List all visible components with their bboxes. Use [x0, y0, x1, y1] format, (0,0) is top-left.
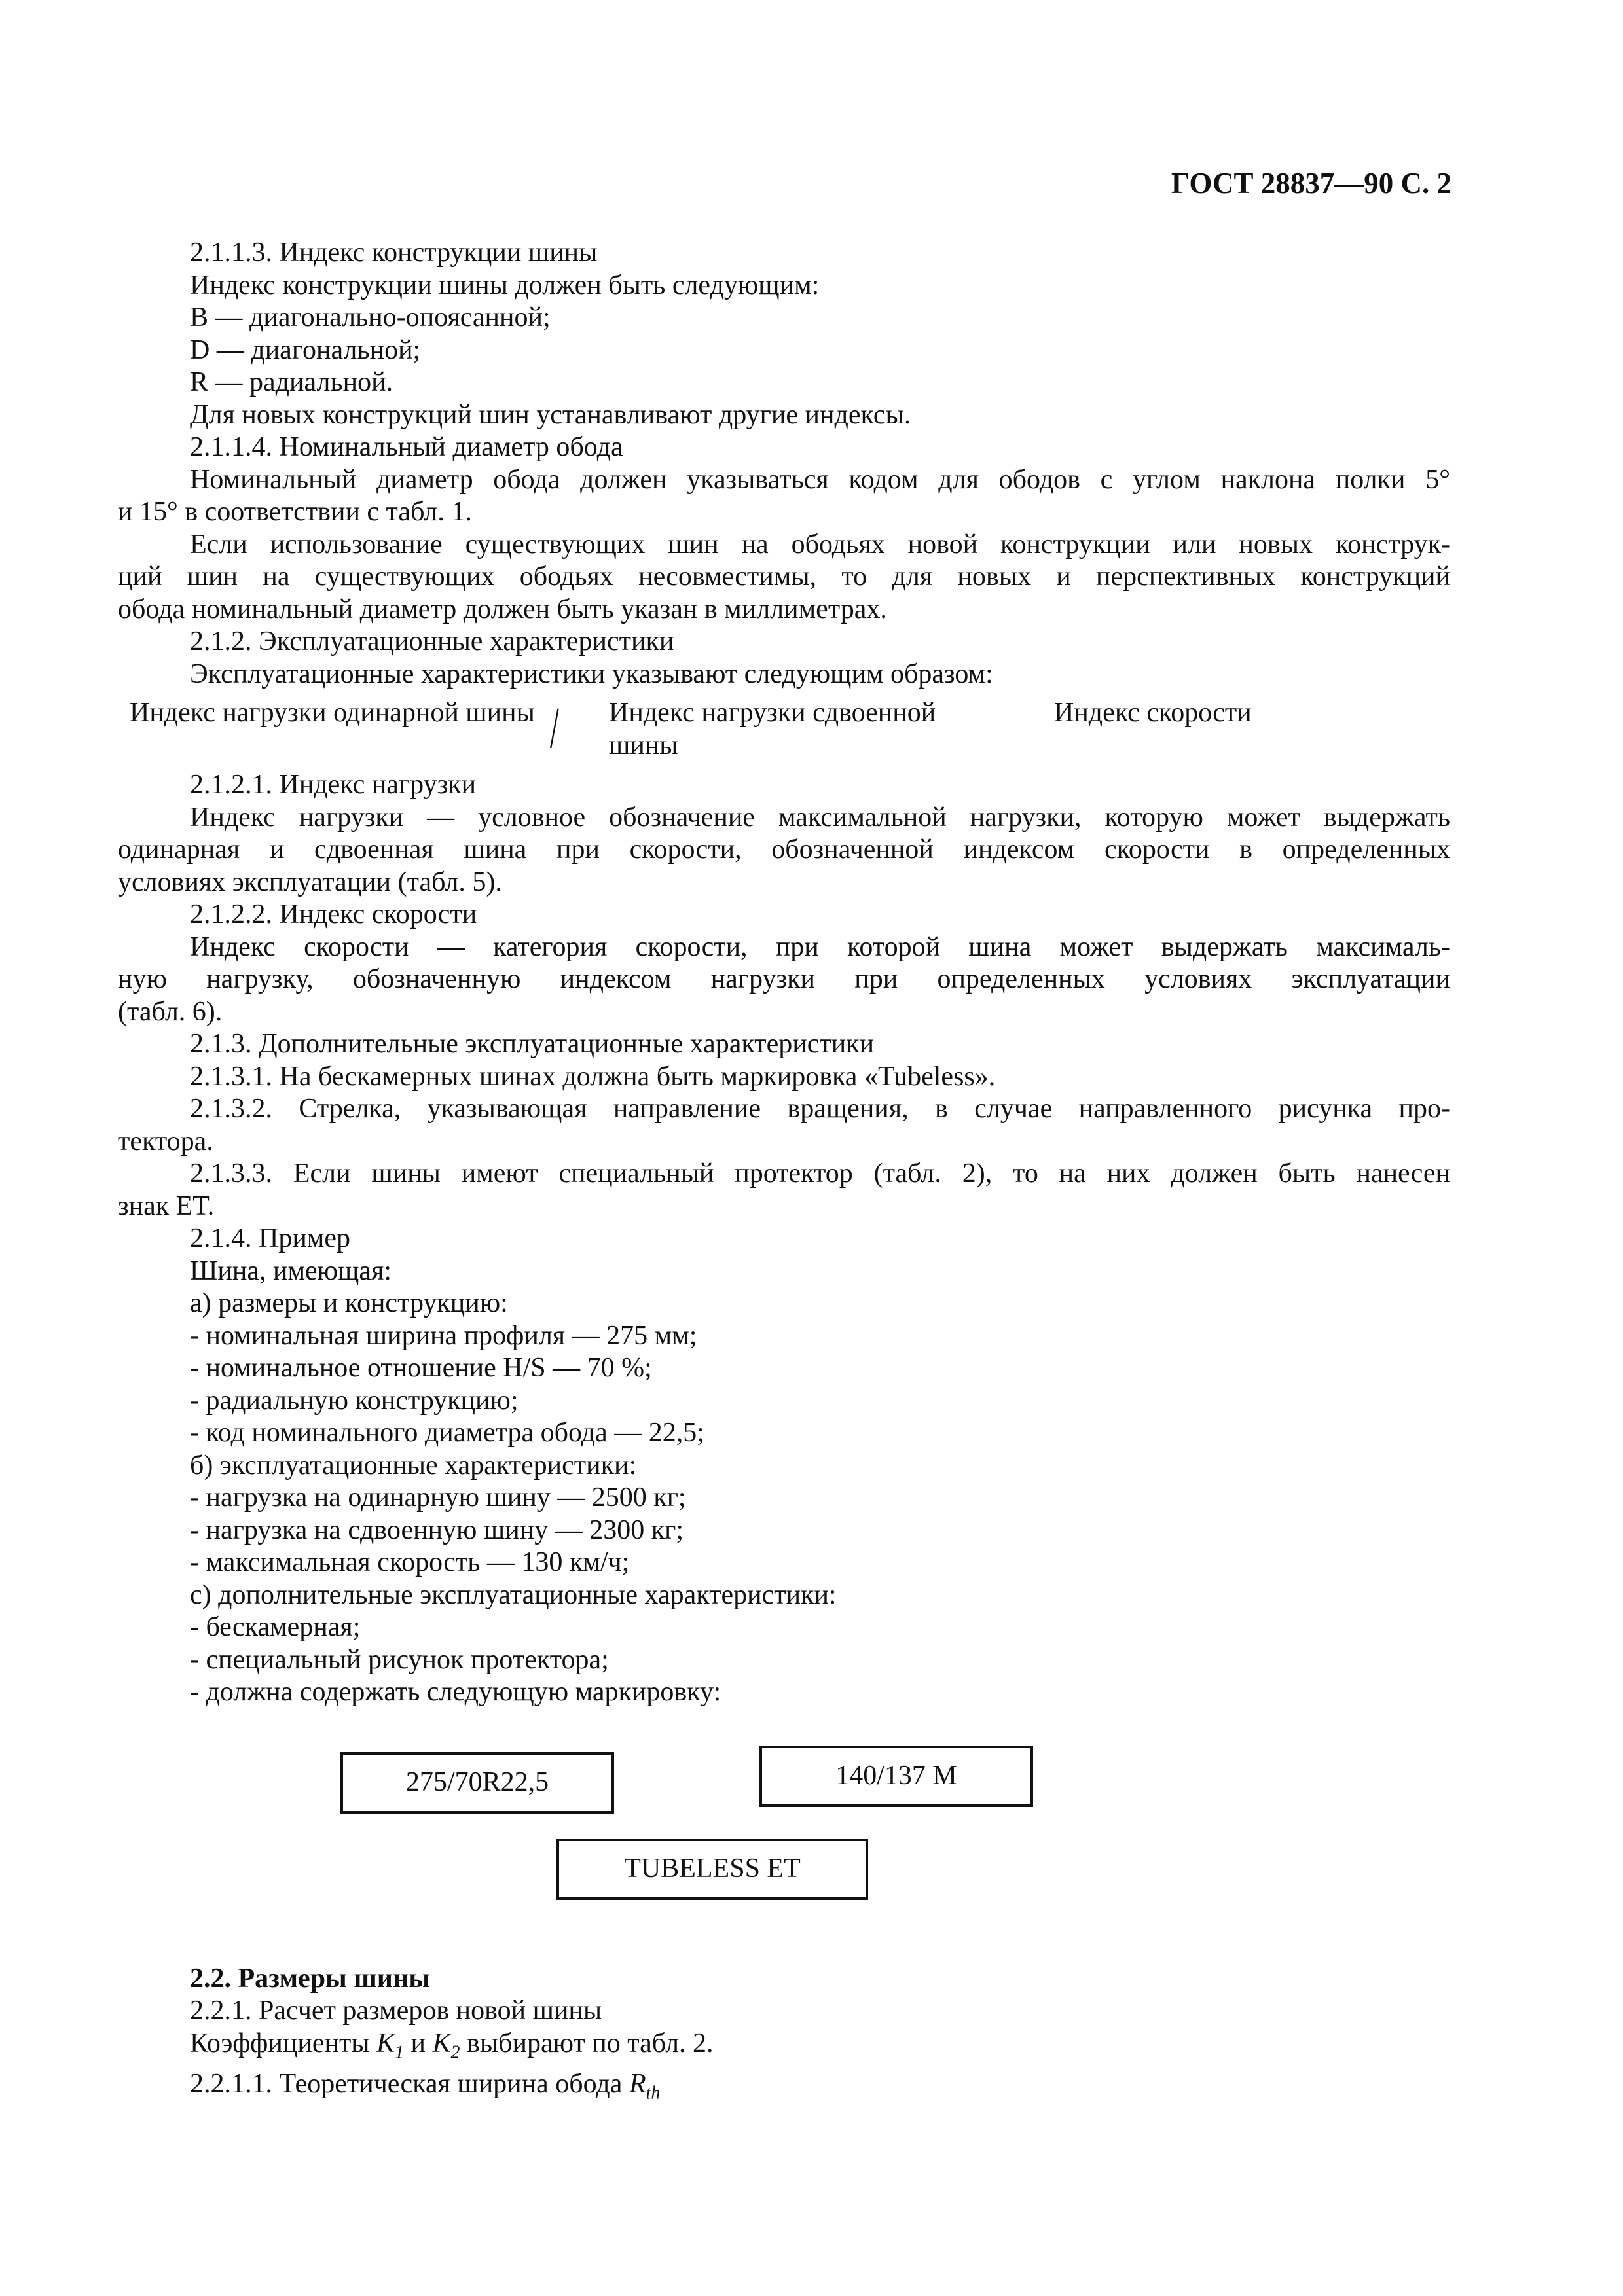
symbol: R	[629, 2069, 646, 2100]
paragraph-line: Шина, имеющая:	[190, 1255, 392, 1286]
clause-2-1-3-title: 2.1.3. Дополнительные эксплуатационные характеристики	[190, 1029, 875, 1059]
list-item: - номинальная ширина профиля — 275 мм;	[190, 1320, 697, 1351]
list-item: - нагрузка на одинарную шину — 2500 кг;	[190, 1482, 686, 1513]
clause-2-1-1-4-title: 2.1.1.4. Номинальный диаметр обода	[190, 432, 623, 462]
clause-2-2-1-title: 2.2.1. Расчет размеров новой шины	[190, 1996, 602, 2026]
list-item: б) эксплуатационные характеристики:	[190, 1450, 637, 1480]
paragraph-line: Индекс конструкции шины должен быть следующим:	[190, 270, 820, 300]
clause-2-1-2-1-title: 2.1.2.1. Индекс нагрузки	[190, 770, 477, 800]
paragraph-line: Номинальный диаметр обода должен указываться кодом для ободов с углом наклона полки 5°	[190, 464, 1450, 495]
paragraph-line	[118, 2028, 1450, 2069]
marking-formula	[118, 697, 1450, 769]
paragraph-line: ций шин на существующих ободьях несовместимы, то для новых и перспективных конструкций	[118, 562, 1450, 592]
page-header: ГОСТ 28837—90 С. 2	[1171, 167, 1451, 200]
list-item: - код номинального диаметра обода — 22,5;	[190, 1418, 704, 1448]
paragraph-line: Для новых конструкций шин устанавливают другие индексы.	[190, 399, 911, 430]
list-item: - бескамерная;	[190, 1612, 361, 1642]
text-fragment: 2.2.1.1. Теоретическая ширина обода	[190, 2069, 629, 2100]
formula-slash: /	[550, 696, 559, 761]
subscript: th	[646, 2083, 661, 2104]
paragraph-line: (табл. 6).	[118, 996, 223, 1027]
paragraph-line: Если использование существующих шин на ободьях новой конструкции или новых конструк-	[190, 529, 1450, 560]
paragraph-line: тектора.	[118, 1126, 213, 1157]
coefficient-k2	[432, 2028, 460, 2062]
list-item: D — диагональной;	[190, 334, 421, 365]
clause-2-2-1-1-title	[118, 2068, 1450, 2109]
marking-box-tubeless: TUBELESS ET	[556, 1839, 868, 1900]
paragraph-line: условиях эксплуатации (табл. 5).	[118, 867, 502, 897]
paragraph-line: Индекс скорости — категория скорости, при которой шина может выдержать максималь-	[190, 931, 1450, 962]
paragraph-line: 2.1.3.1. На бескамерных шинах должна быть маркировка «Tubeless».	[190, 1061, 996, 1092]
subscript: 1	[395, 2041, 405, 2062]
paragraph-line: и 15° в соответствии с табл. 1.	[118, 497, 472, 527]
marking-box-load-speed: 140/137 M	[759, 1746, 1033, 1807]
paragraph-line: 2.1.3.3. Если шины имеют специальный протектор (табл. 2), то на них должен быть нанесен	[190, 1158, 1450, 1189]
symbol: K	[432, 2028, 451, 2058]
text-fragment: выбирают по табл. 2.	[460, 2028, 714, 2058]
section-2-2-title: 2.2. Размеры шины	[190, 1963, 430, 1994]
list-item: - специальный рисунок протектора;	[190, 1644, 609, 1675]
paragraph-line: ную нагрузку, обозначенную индексом нагрузки при определенных условиях эксплуатации	[118, 964, 1450, 994]
paragraph-line: знак ET.	[118, 1191, 215, 1221]
marking-example	[118, 1726, 1450, 1948]
document-body	[118, 237, 1450, 2109]
paragraph-line: Эксплуатационные характеристики указывают следующим образом:	[190, 658, 993, 689]
symbol-rth	[629, 2069, 661, 2104]
clause-2-1-1-3-title: 2.1.1.3. Индекс конструкции шины	[190, 238, 598, 268]
subscript: 2	[450, 2041, 460, 2062]
list-item: а) размеры и конструкцию:	[190, 1288, 508, 1318]
clause-2-1-2-title: 2.1.2. Эксплуатационные характеристики	[190, 626, 674, 656]
paragraph-line: 2.1.3.2. Стрелка, указывающая направление вращения, в случае направленного рисунка про-	[190, 1094, 1450, 1124]
list-item: - радиальную конструкцию;	[190, 1385, 519, 1416]
symbol: K	[376, 2028, 395, 2058]
clause-2-1-4-title: 2.1.4. Пример	[190, 1223, 351, 1253]
list-item: с) дополнительные эксплуатационные характеристики:	[190, 1579, 837, 1610]
list-item: - максимальная скорость — 130 км/ч;	[190, 1547, 630, 1577]
paragraph-line: обода номинальный диаметр должен быть указан в миллиметрах.	[118, 594, 887, 624]
list-item: B — диагонально-опоясанной;	[190, 302, 551, 332]
formula-speed-index: Индекс скорости	[1054, 698, 1252, 728]
text-fragment: и	[404, 2028, 433, 2058]
formula-dual-load-index: Индекс нагрузки сдвоенной шины	[609, 698, 936, 761]
list-item: - нагрузка на сдвоенную шину — 2300 кг;	[190, 1515, 684, 1545]
clause-2-1-2-2-title: 2.1.2.2. Индекс скорости	[190, 899, 477, 929]
coefficient-k1	[376, 2028, 405, 2062]
text-fragment: Коэффициенты	[190, 2028, 377, 2058]
paragraph-line: одинарная и сдвоенная шина при скорости, обозначенной индексом скорости в определенных	[118, 834, 1450, 865]
formula-single-load-index: Индекс нагрузки одинарной шины	[130, 698, 535, 728]
list-item: - должна содержать следующую маркировку:	[190, 1677, 721, 1707]
paragraph-line: Индекс нагрузки — условное обозначение максимальной нагрузки, которую может выдержать	[190, 802, 1450, 833]
list-item: - номинальное отношение H/S — 70 %;	[190, 1353, 652, 1383]
marking-box-size: 275/70R22,5	[340, 1752, 614, 1814]
list-item: R — радиальной.	[190, 367, 393, 397]
